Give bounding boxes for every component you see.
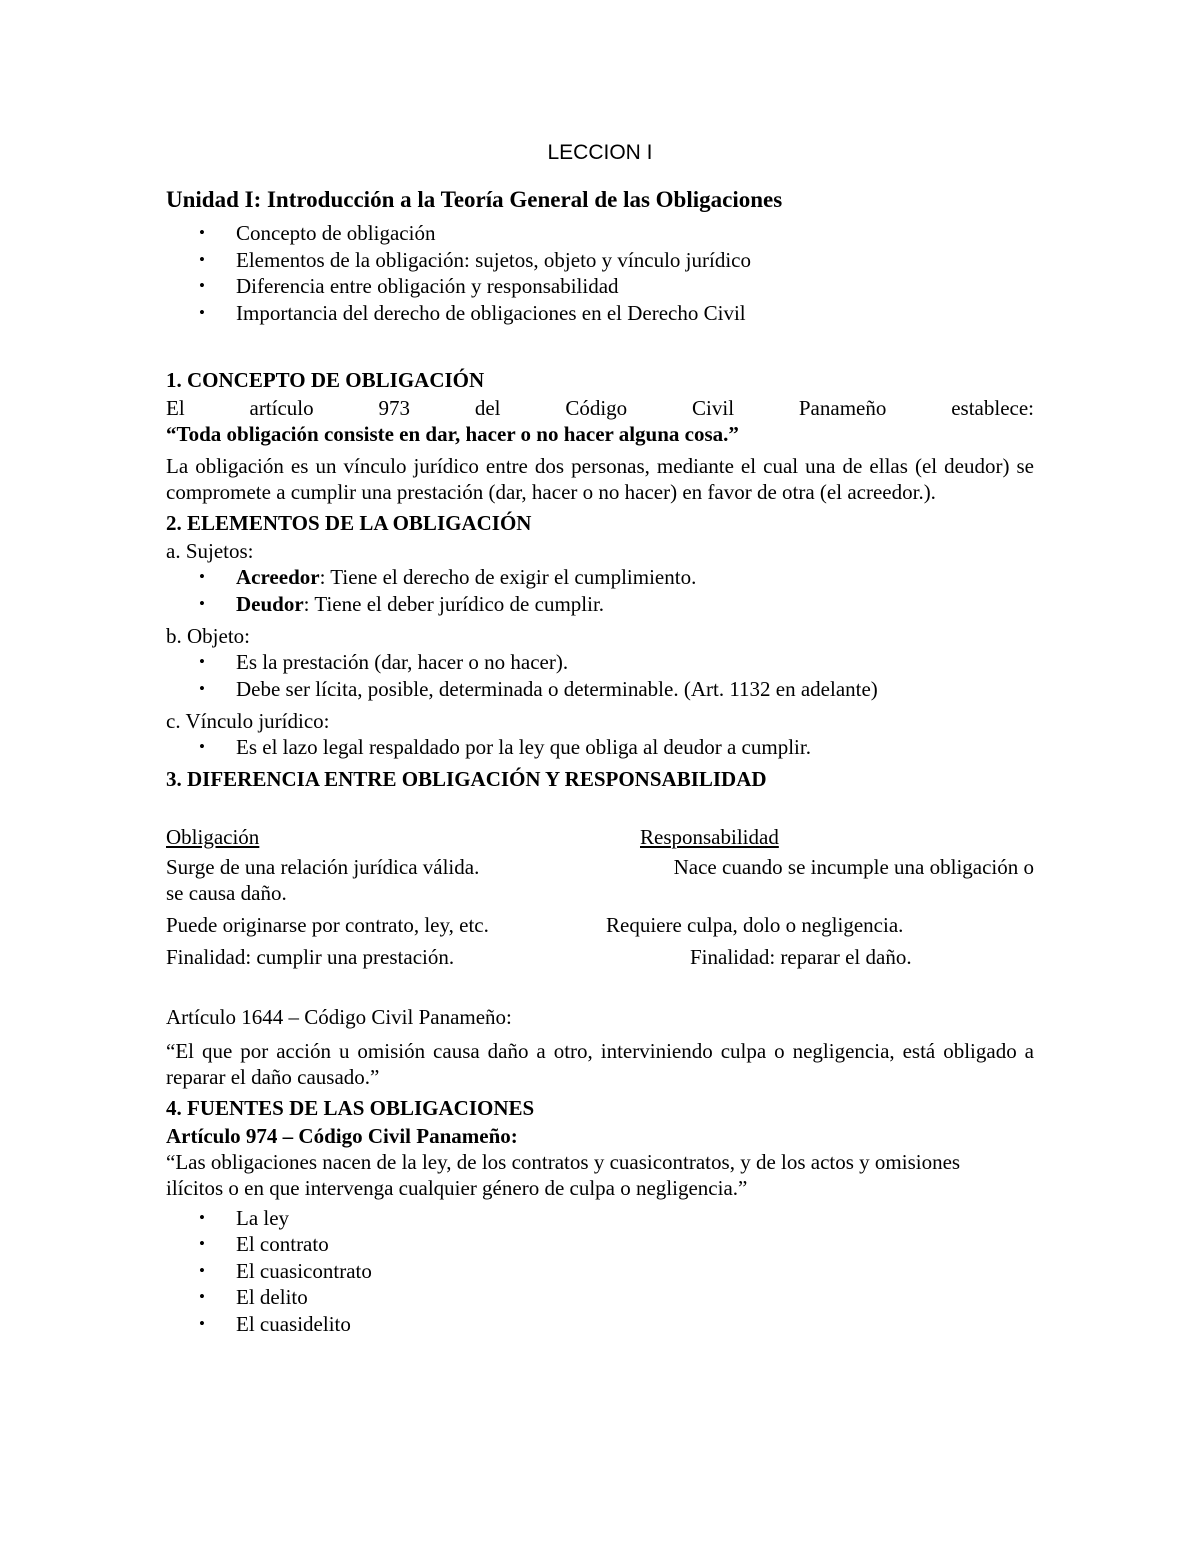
- list-item: • El contrato: [199, 1232, 329, 1256]
- list-item: • Importancia del derecho de obligaciones en el Derecho Civil: [199, 300, 746, 325]
- list-item: • El cuasidelito: [199, 1311, 351, 1336]
- section-3-heading: 3. DIFERENCIA ENTRE OBLIGACIÓN Y RESPONSABILIDAD: [166, 766, 767, 791]
- article-1644-quote: “El que por acción u omisión causa daño a otro, interviniendo culpa o negligencia, está obligado a reparar el daño causado.”: [166, 1038, 1034, 1089]
- section-1-intro: El artículo 973 del Código Civil Panameño establece:: [166, 396, 1034, 420]
- list-item: • Es la prestación (dar, hacer o no hacer).: [199, 650, 569, 674]
- unit-topics-list: [166, 220, 1034, 326]
- section-4-heading: 4. FUENTES DE LAS OBLIGACIONES: [166, 1095, 535, 1120]
- subjects-label: a. Sujetos:: [166, 539, 254, 563]
- section-2-heading: 2. ELEMENTOS DE LA OBLIGACIÓN: [166, 511, 532, 535]
- comparison-row: Puede originarse por contrato, ley, etc. Requiere culpa, dolo o negligencia.: [166, 912, 904, 937]
- bullet-icon: •: [199, 1287, 205, 1306]
- object-list: [166, 649, 1034, 702]
- bond-label: c. Vínculo jurídico:: [166, 709, 330, 733]
- list-item: • Concepto de obligación: [199, 221, 436, 245]
- list-item: • La ley: [199, 1205, 290, 1230]
- document-page: [166, 138, 1034, 1337]
- bullet-icon: •: [199, 567, 205, 586]
- list-item: • Deudor: Tiene el deber jurídico de cumplir.: [199, 591, 605, 616]
- term-deudor: Deudor: [236, 591, 304, 616]
- article-974-title: Artículo 974 – Código Civil Panameño:: [166, 1123, 518, 1148]
- bullet-icon: •: [199, 302, 205, 322]
- term-acreedor: Acreedor: [236, 565, 320, 589]
- bullet-icon: •: [199, 1234, 205, 1253]
- unit-heading: Unidad I: Introducción a la Teoría General de las Obligaciones: [166, 187, 783, 212]
- bullet-icon: •: [199, 1313, 205, 1333]
- subjects-list: [166, 564, 1034, 617]
- sources-list: [166, 1205, 1034, 1338]
- bullet-icon: •: [199, 678, 205, 698]
- section-1-heading: 1. CONCEPTO DE OBLIGACIÓN: [166, 368, 485, 392]
- list-item: • El cuasicontrato: [199, 1258, 372, 1283]
- list-item: • Diferencia entre obligación y responsabilidad: [199, 274, 619, 298]
- comparison-row: Surge de una relación jurídica válida. Nace cuando se incumple una obligación o: [166, 854, 1034, 879]
- bullet-icon: •: [199, 652, 205, 671]
- col-responsabilidad-header: Responsabilidad: [640, 824, 779, 849]
- comparison-row: Finalidad: cumplir una prestación. Finalidad: reparar el daño.: [166, 944, 912, 969]
- section-1-body: La obligación es un vínculo jurídico entre dos personas, mediante el cual una de ellas (el deudor) se compromete a cumplir una prestación (dar, hacer o no hacer) en favor de otra (el acreedor.).: [166, 454, 1034, 504]
- article-974-quote: “Las obligaciones nacen de la ley, de los contratos y cuasicontratos, y de los actos y omisiones ilícitos o en que intervenga cualquier género de culpa o negligencia.”: [166, 1149, 961, 1200]
- section-1-quote: “Toda obligación consiste en dar, hacer o no hacer alguna cosa.”: [166, 422, 739, 446]
- comparison-header-row: [166, 824, 1034, 854]
- article-1644-title: Artículo 1644 – Código Civil Panameño:: [166, 1004, 512, 1029]
- object-label: b. Objeto:: [166, 624, 250, 648]
- comparison-row-continuation: se causa daño.: [166, 880, 287, 905]
- col-obligacion-header: Obligación: [166, 824, 260, 849]
- bullet-icon: •: [199, 276, 205, 295]
- list-item: • Es el lazo legal respaldado por la ley que obliga al deudor a cumplir.: [199, 735, 811, 759]
- bullet-icon: •: [199, 737, 205, 756]
- bond-list: [166, 734, 1034, 761]
- bullet-icon: •: [199, 593, 205, 613]
- lesson-title: LECCION I: [547, 141, 653, 164]
- bullet-icon: •: [199, 1207, 205, 1227]
- list-item: • Acreedor: Tiene el derecho de exigir el cumplimiento.: [199, 565, 697, 589]
- list-item: • El delito: [199, 1285, 308, 1309]
- list-item: • Elementos de la obligación: sujetos, objeto y vínculo jurídico: [199, 247, 751, 272]
- bullet-icon: •: [199, 223, 205, 242]
- bullet-icon: •: [199, 249, 205, 269]
- list-item: • Debe ser lícita, posible, determinada o determinable. (Art. 1132 en adelante): [199, 676, 878, 701]
- bullet-icon: •: [199, 1260, 205, 1280]
